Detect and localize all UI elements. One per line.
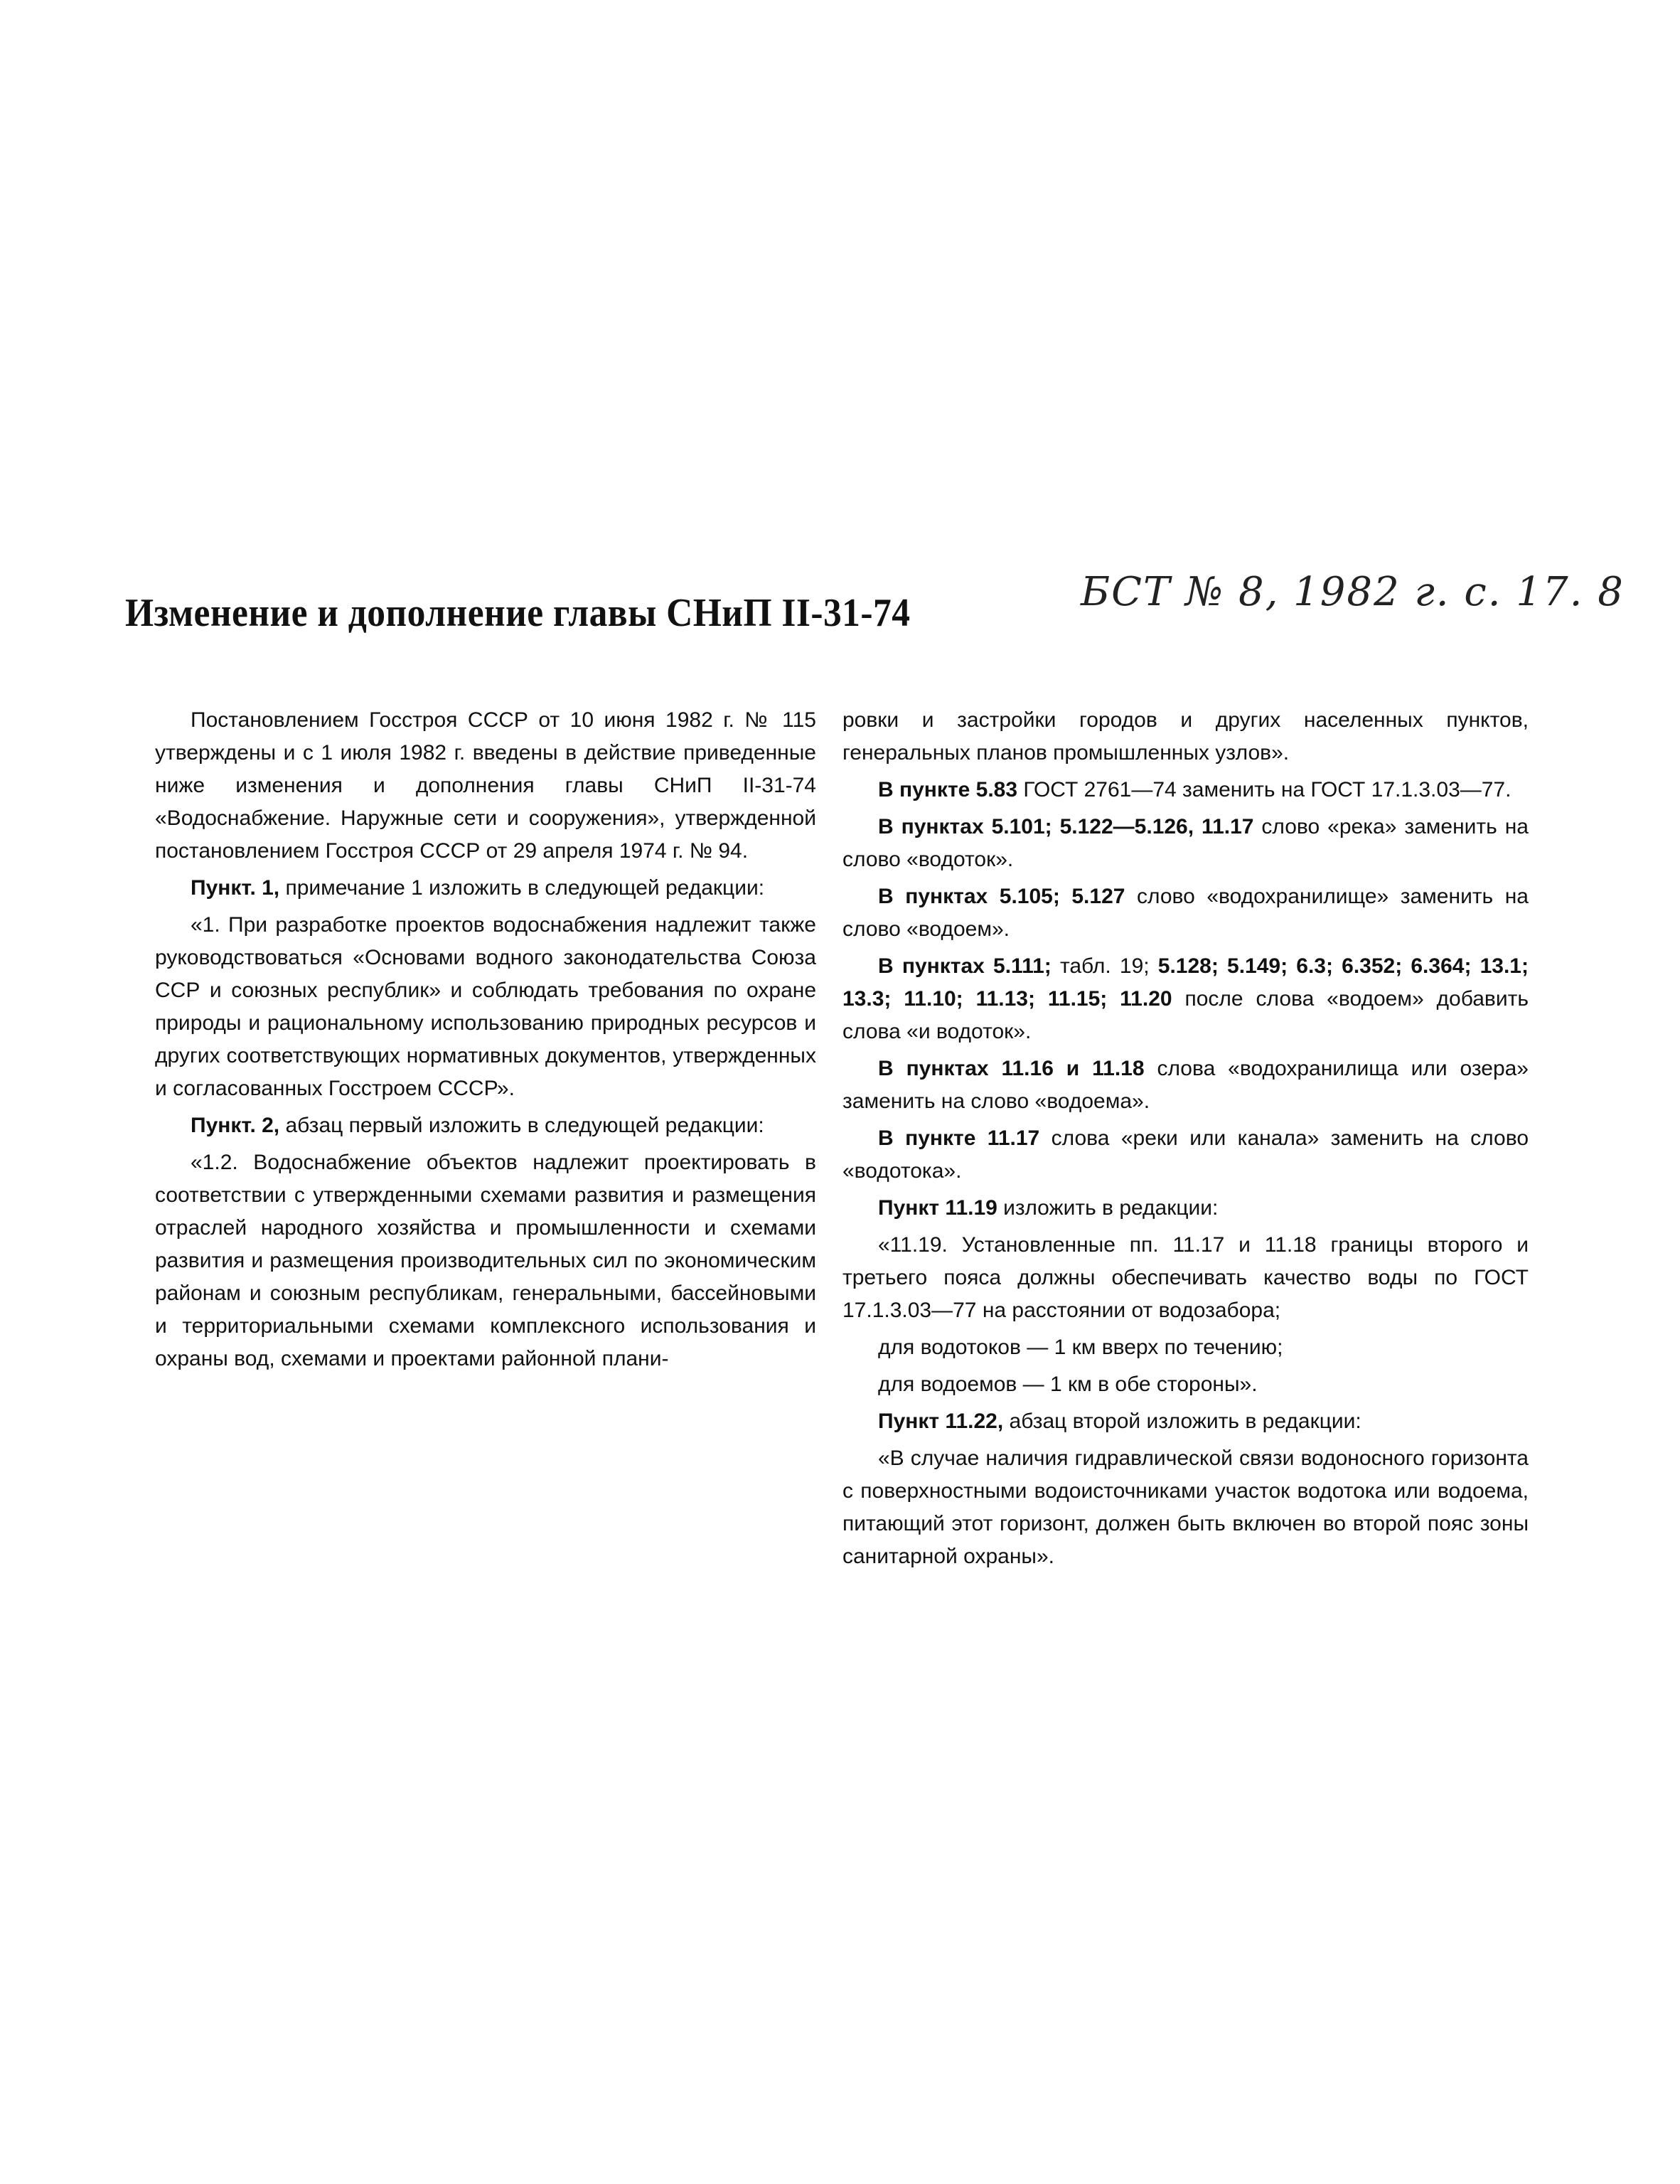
handwritten-reference-note: БСТ № 8, 1982 г. с. 17. 8: [1081, 569, 1625, 615]
point-label: В пунктах 11.16 и 11.18: [878, 1057, 1145, 1080]
paragraph-text: слово «река» заменить на слово «водоток».: [842, 815, 1529, 871]
paragraph-text: абзац второй изложить в редакции:: [1003, 1410, 1361, 1433]
paragraph-item: [842, 1053, 1529, 1118]
paragraph-quote-11-19: «11.19. Установленные пп. 11.17 и 11.18 границы второго и третьего пояса должны обеспечивать качество воды по ГОСТ 17.1.3.03—77 на расстоянии от водозабора;: [842, 1233, 1529, 1322]
point-label: В пункте 5.83: [878, 778, 1018, 801]
paragraph-item: [842, 950, 1529, 1048]
paragraph-text: табл. 19;: [1051, 954, 1158, 978]
paragraph-text: после слова «водоем» добавить слова «и водоток».: [842, 987, 1529, 1043]
point-label: В пункте 11.17: [878, 1126, 1040, 1150]
point-label: Пункт 11.19: [878, 1196, 997, 1220]
point-label: Пункт 11.22,: [878, 1410, 1004, 1433]
paragraph-intro: Постановлением Госстроя СССР от 10 июня 1982 г. № 115 утверждены и с 1 июля 1982 г. введены в действие приведенные ниже изменения и дополнения главы СНиП II-31-74 «Водоснабжение. Наружные сети и сооружения», утвержденной постановлением Госстроя СССР от 29 апреля 1974 г. № 94.: [155, 708, 816, 863]
paragraph-text: слова «водохранилища или озера» заменить на слово «водоема».: [842, 1057, 1529, 1113]
paragraph-text: примечание 1 изложить в следующей редакции:: [279, 876, 765, 900]
page-title: Изменение и дополнение главы СНиП II-31-74: [125, 591, 911, 635]
paragraph-text: слово «водохранилище» заменить на слово «водоем».: [842, 885, 1529, 941]
paragraph-point-2: [155, 1109, 816, 1142]
right-column: [842, 704, 1529, 1577]
paragraph-item: [842, 1192, 1529, 1225]
paragraph-text: ГОСТ 2761—74 заменить на ГОСТ 17.1.3.03—77.: [1017, 778, 1512, 801]
paragraph-quote-1-2: «1.2. Водоснабжение объектов надлежит проектировать в соответствии с утвержденными схемами развития и размещения отраслей народного хозяйства и промышленности и схемами развития и размещения производительных сил по экономическим районам и союзным республикам, генеральными, бассейновыми и территориальными схемами комплексного использования и охраны вод, схемами и проектами районной плани-: [155, 1151, 816, 1370]
point-label: В пунктах 5.105; 5.127: [878, 885, 1125, 908]
paragraph-text: изложить в редакции:: [997, 1196, 1219, 1220]
paragraph-item: [842, 774, 1529, 806]
paragraph-text: слова «реки или канала» заменить на слово «водотока».: [842, 1126, 1529, 1183]
paragraph-quote-11-22: «В случае наличия гидравлической связи водоносного горизонта с поверхностными водоисточниками участок водотока или водоема, питающий этот горизонт, должен быть включен во второй пояс зоны санитарной охраны».: [842, 1447, 1529, 1568]
paragraph-continuation: ровки и застройки городов и других населенных пунктов, генеральных планов промышленных узлов».: [842, 708, 1529, 765]
paragraph-watercourses: для водотоков — 1 км вверх по течению;: [878, 1336, 1283, 1359]
point-label: Пункт. 1,: [191, 876, 280, 900]
left-column: [155, 704, 816, 1380]
point-label: Пункт. 2,: [191, 1114, 280, 1137]
paragraph-text: абзац первый изложить в следующей редакции:: [279, 1114, 764, 1137]
paragraph-quote-1: «1. При разработке проектов водоснабжения надлежит также руководствоваться «Основами водного законодательства Союза ССР и союзных республик» и соблюдать требования по охране природы и рациональному использованию природных ресурсов и других соответствующих нормативных документов, утвержденных и согласованных Госстроем СССР».: [155, 913, 816, 1100]
point-label: В пунктах 5.101; 5.122—5.126, 11.17: [878, 815, 1254, 838]
paragraph-item: [842, 1405, 1529, 1438]
paragraph-reservoirs: для водоемов — 1 км в обе стороны».: [878, 1373, 1258, 1396]
paragraph-item: [842, 1122, 1529, 1188]
paragraph-item: [842, 811, 1529, 876]
point-label: В пунктах 5.111;: [878, 954, 1052, 978]
paragraph-point-1: [155, 872, 816, 905]
point-label: 5.128; 5.149; 6.3; 6.352; 6.364; 13.1; 13.3; 11.10; 11.13; 11.15; 11.20: [842, 954, 1529, 1011]
paragraph-item: [842, 880, 1529, 946]
